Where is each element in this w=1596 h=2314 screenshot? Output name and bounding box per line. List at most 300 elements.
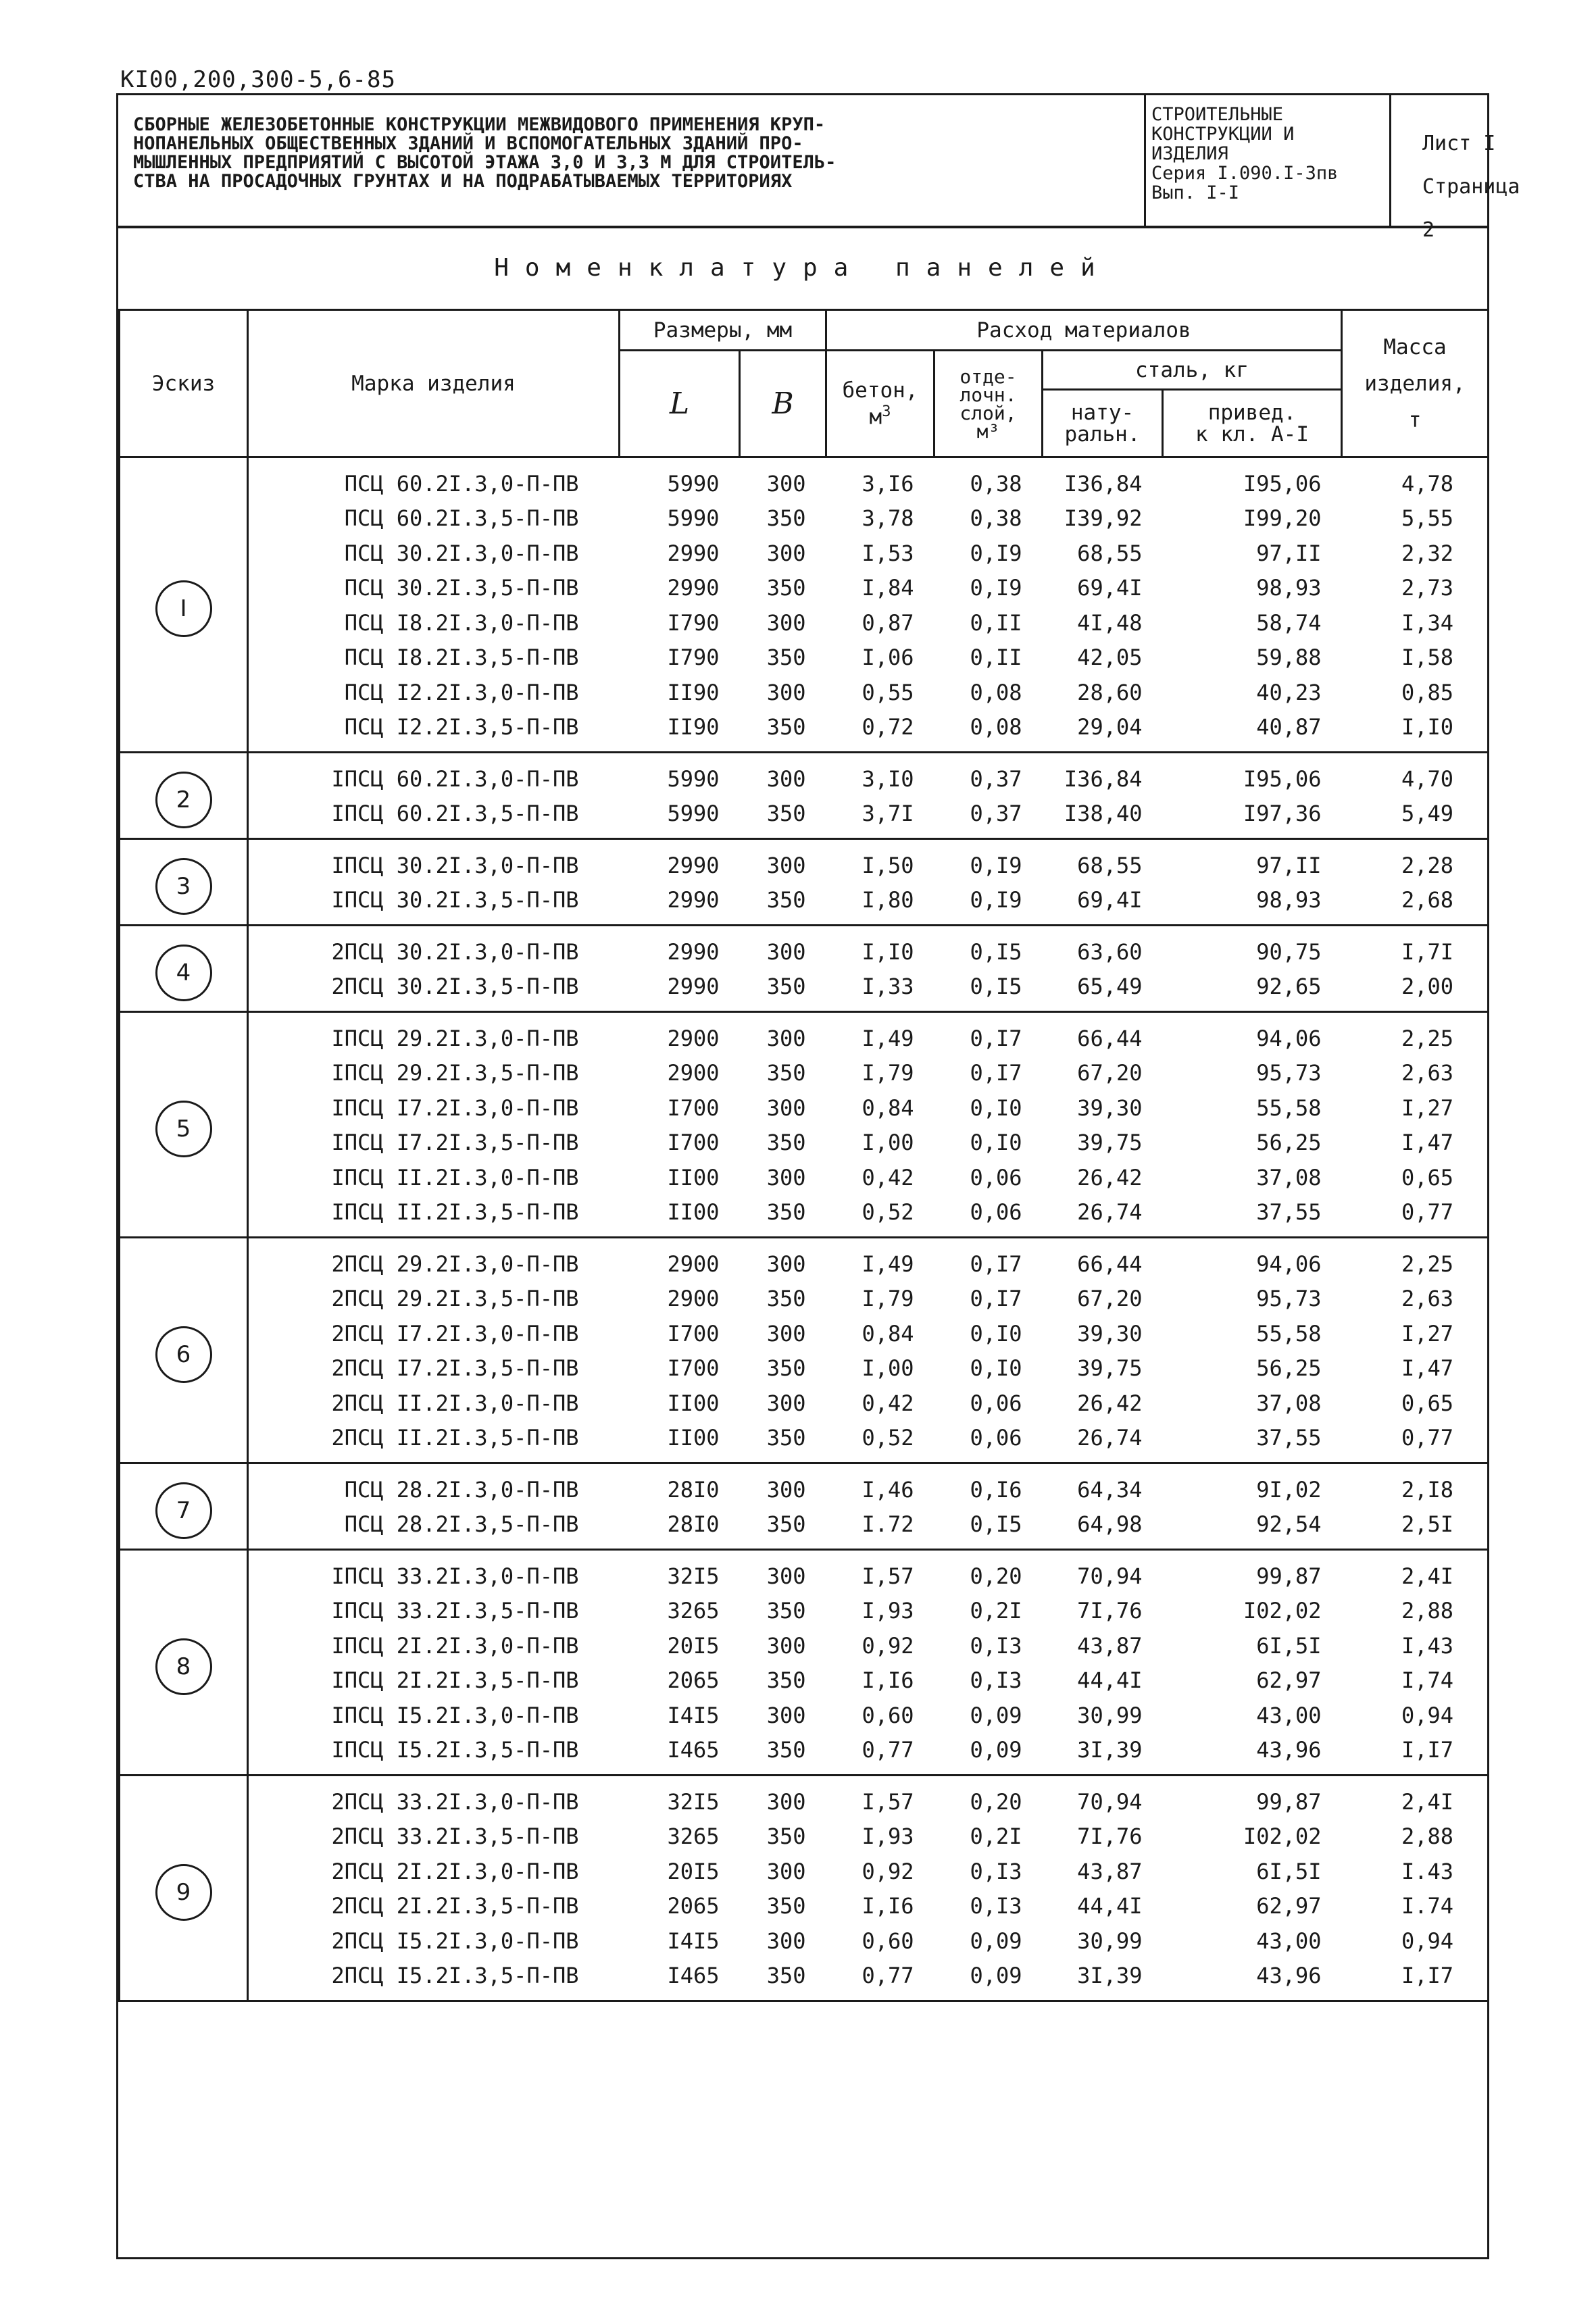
cell-width: 300 [766, 1390, 806, 1416]
cell-width: 350 [766, 1130, 806, 1156]
sketch-cell [120, 1550, 248, 1776]
sketch-cell [120, 926, 248, 1012]
cell-mass: 5,49 [1342, 797, 1489, 839]
cell-finish: 0,2I [970, 1598, 1022, 1624]
cell-steel-reduced: 40,23 [1256, 679, 1322, 705]
cell-concrete: 0,87 [862, 609, 914, 636]
cell-concrete: I,46 [862, 1476, 914, 1503]
table-row [120, 1889, 1489, 1924]
table-row [120, 1733, 1489, 1776]
cell-width: 300 [766, 938, 806, 965]
cell-concrete: 0,60 [862, 1928, 914, 1954]
cell-mark: 2ПСЦ 30.2I.3,0-П-ПВ [331, 938, 579, 965]
cell-mass: 2,I8 [1342, 1463, 1489, 1507]
table-row [120, 1550, 1489, 1594]
cell-width: 350 [766, 1425, 806, 1451]
cell-length: 2065 [667, 1667, 720, 1694]
sketch-number-badge: 2 [155, 772, 212, 828]
cell-width: 300 [766, 1858, 806, 1884]
sketch-cell [120, 1238, 248, 1463]
cell-concrete: I,50 [862, 852, 914, 878]
cell-concrete: I,I6 [862, 1667, 914, 1694]
cell-width: 300 [766, 1788, 806, 1815]
col-mass: Масса изделия, т [1342, 310, 1489, 457]
cell-steel-reduced: 37,55 [1256, 1199, 1322, 1226]
cell-length: 2990 [667, 575, 720, 601]
cell-length: 2990 [667, 887, 720, 913]
cell-mark: 2ПСЦ 29.2I.3,5-П-ПВ [331, 1286, 579, 1312]
cell-concrete: 0,84 [862, 1095, 914, 1121]
cell-concrete: I,00 [862, 1130, 914, 1156]
cell-steel-natural: 70,94 [1077, 1788, 1143, 1815]
cell-length: 2990 [667, 974, 720, 1000]
cell-mass: 2,28 [1342, 839, 1489, 883]
cell-finish: 0,I9 [970, 540, 1022, 566]
cell-steel-natural: 67,20 [1077, 1060, 1143, 1086]
cell-steel-reduced: 56,25 [1256, 1130, 1322, 1156]
cell-concrete: 0,92 [862, 1632, 914, 1659]
cell-mass: 2,00 [1342, 970, 1489, 1012]
cell-length: 5990 [667, 505, 720, 532]
cell-steel-natural: 7I,76 [1077, 1823, 1143, 1850]
cell-mass: I,74 [1342, 1663, 1489, 1699]
cell-length: I4I5 [667, 1928, 720, 1954]
table-row [120, 605, 1489, 640]
cell-length: 2990 [667, 852, 720, 878]
table-row [120, 1698, 1489, 1733]
cell-width: 300 [766, 852, 806, 878]
table-row [120, 1090, 1489, 1126]
cell-finish: 0,06 [970, 1390, 1022, 1416]
panel-group [120, 1238, 1489, 1463]
cell-width: 350 [766, 801, 806, 827]
cell-length: II00 [667, 1425, 720, 1451]
cell-steel-natural: 39,30 [1077, 1320, 1143, 1347]
cell-mass: 2,88 [1342, 1819, 1489, 1855]
table-row [120, 1594, 1489, 1629]
cell-mass: 4,78 [1342, 457, 1489, 501]
cell-width: 350 [766, 1963, 806, 1989]
cell-mark: IПСЦ II.2I.3,5-П-ПВ [331, 1199, 579, 1226]
cell-concrete: 0,60 [862, 1702, 914, 1728]
cell-finish: 0,I7 [970, 1286, 1022, 1312]
cell-concrete: 0,77 [862, 1963, 914, 1989]
cell-finish: 0,09 [970, 1928, 1022, 1954]
cell-width: 350 [766, 1511, 806, 1538]
cell-mark: 2ПСЦ 29.2I.3,0-П-ПВ [331, 1251, 579, 1277]
sketch-number-badge: 3 [155, 858, 212, 915]
table-row [120, 1195, 1489, 1238]
cell-steel-reduced: I02,02 [1243, 1823, 1322, 1850]
cell-width: 350 [766, 1823, 806, 1850]
cell-width: 350 [766, 1199, 806, 1226]
cell-finish: 0,I5 [970, 938, 1022, 965]
cell-width: 350 [766, 575, 806, 601]
cell-width: 350 [766, 1060, 806, 1086]
cell-steel-natural: 64,34 [1077, 1476, 1143, 1503]
cell-concrete: 0,72 [862, 714, 914, 740]
table-row [120, 1421, 1489, 1463]
col-concrete-label: бетон, м [842, 378, 918, 430]
cell-width: 300 [766, 470, 806, 497]
table-row [120, 1628, 1489, 1663]
sketch-cell [120, 839, 248, 926]
table-row [120, 1959, 1489, 2001]
table-row [120, 1386, 1489, 1421]
cell-mass: 2,4I [1342, 1776, 1489, 1819]
cell-mass: 2,68 [1342, 883, 1489, 926]
table-title: Номенклатура панелей [118, 228, 1487, 311]
cell-concrete: 0,42 [862, 1164, 914, 1190]
cell-mark: ПСЦ 30.2I.3,5-П-ПВ [344, 575, 579, 601]
cell-steel-natural: 26,42 [1077, 1164, 1143, 1190]
cell-width: 350 [766, 974, 806, 1000]
cell-mass: 2,32 [1342, 536, 1489, 571]
cell-mass: 2,73 [1342, 571, 1489, 606]
cell-mark: IПСЦ 33.2I.3,0-П-ПВ [331, 1563, 579, 1589]
cell-width: 300 [766, 1025, 806, 1051]
cell-steel-reduced: I99,20 [1243, 505, 1322, 532]
series-cell [1144, 95, 1391, 226]
cell-concrete: I,57 [862, 1563, 914, 1589]
cell-finish: 0,38 [970, 505, 1022, 532]
cell-mass: I,43 [1342, 1628, 1489, 1663]
cell-concrete: I,06 [862, 645, 914, 671]
cell-mass: 2,5I [1342, 1507, 1489, 1550]
cell-mark: IПСЦ 30.2I.3,0-П-ПВ [331, 852, 579, 878]
cell-width: 350 [766, 1667, 806, 1694]
table-row [120, 710, 1489, 753]
cell-steel-natural: 3I,39 [1077, 1737, 1143, 1763]
table-row [120, 1776, 1489, 1819]
cell-mark: ПСЦ I2.2I.3,5-П-ПВ [344, 714, 579, 740]
cell-steel-natural: 39,75 [1077, 1355, 1143, 1382]
cell-length: II90 [667, 714, 720, 740]
cell-mark: ПСЦ I8.2I.3,0-П-ПВ [344, 609, 579, 636]
cell-mark: IПСЦ 60.2I.3,0-П-ПВ [331, 765, 579, 792]
col-finish: отде- лочн. слой, м³ [934, 351, 1043, 457]
cell-steel-reduced: 6I,5I [1256, 1632, 1322, 1659]
table-row [120, 536, 1489, 571]
cell-length: II00 [667, 1199, 720, 1226]
cell-mark: IПСЦ 2I.2I.3,0-П-ПВ [331, 1632, 579, 1659]
cell-length: I465 [667, 1963, 720, 1989]
cell-steel-reduced: 92,65 [1256, 974, 1322, 1000]
cell-finish: 0,II [970, 609, 1022, 636]
cell-finish: 0,06 [970, 1199, 1022, 1226]
cell-concrete: I,57 [862, 1788, 914, 1815]
table-row [120, 501, 1489, 536]
cell-concrete: I,49 [862, 1251, 914, 1277]
cell-mark: IПСЦ II.2I.3,0-П-ПВ [331, 1164, 579, 1190]
table-row [120, 1282, 1489, 1317]
cell-finish: 0,38 [970, 470, 1022, 497]
cell-mass: I.43 [1342, 1854, 1489, 1889]
col-length: L [620, 351, 740, 457]
sketch-cell [120, 1776, 248, 2001]
cell-mass: I,I7 [1342, 1959, 1489, 2001]
cell-mark: ПСЦ 60.2I.3,0-П-ПВ [344, 470, 579, 497]
cell-finish: 0,I0 [970, 1095, 1022, 1121]
cell-finish: 0,06 [970, 1164, 1022, 1190]
series-info: СТРОИТЕЛЬНЫЕ КОНСТРУКЦИИ И ИЗДЕЛИЯ Серия I.090.I-3пв Вып. I-I [1151, 104, 1339, 203]
panel-group [120, 753, 1489, 839]
cell-length: 2990 [667, 938, 720, 965]
cell-length: 2900 [667, 1286, 720, 1312]
cell-mark: IПСЦ 33.2I.3,5-П-ПВ [331, 1598, 579, 1624]
cell-mass: 4,70 [1342, 753, 1489, 797]
cell-steel-reduced: 40,87 [1256, 714, 1322, 740]
col-steel-natural: нату- ральн. [1043, 390, 1163, 457]
cell-length: I790 [667, 645, 720, 671]
cell-width: 350 [766, 887, 806, 913]
cell-finish: 0,09 [970, 1737, 1022, 1763]
cell-mark: IПСЦ I7.2I.3,0-П-ПВ [331, 1095, 579, 1121]
cell-width: 300 [766, 1928, 806, 1954]
cell-mark: 2ПСЦ 33.2I.3,0-П-ПВ [331, 1788, 579, 1815]
cell-concrete: I,I6 [862, 1893, 914, 1919]
table-row [120, 1854, 1489, 1889]
cell-steel-reduced: 55,58 [1256, 1095, 1322, 1121]
cell-finish: 0,I7 [970, 1060, 1022, 1086]
col-mark: Марка изделия [248, 310, 620, 457]
cell-concrete: 0,84 [862, 1320, 914, 1347]
cell-concrete: I,80 [862, 887, 914, 913]
cell-steel-natural: 28,60 [1077, 679, 1143, 705]
cell-width: 350 [766, 1598, 806, 1624]
cell-finish: 0,I5 [970, 974, 1022, 1000]
cell-steel-reduced: I95,06 [1243, 470, 1322, 497]
table-row [120, 1463, 1489, 1507]
cell-concrete: 0,52 [862, 1199, 914, 1226]
cell-length: I700 [667, 1320, 720, 1347]
cell-width: 300 [766, 1702, 806, 1728]
cell-steel-reduced: 6I,5I [1256, 1858, 1322, 1884]
cell-mass: 0,94 [1342, 1923, 1489, 1959]
cell-mass: I,58 [1342, 640, 1489, 676]
table-row [120, 457, 1489, 501]
sketch-number-badge: 5 [155, 1101, 212, 1157]
cell-steel-reduced: 94,06 [1256, 1251, 1322, 1277]
cell-mass: 2,25 [1342, 1012, 1489, 1056]
cell-width: 300 [766, 1320, 806, 1347]
table-row [120, 1160, 1489, 1195]
cell-mass: I,7I [1342, 926, 1489, 970]
table-row [120, 1819, 1489, 1855]
cell-length: I790 [667, 609, 720, 636]
cell-mass: I,27 [1342, 1090, 1489, 1126]
cell-concrete: I,79 [862, 1286, 914, 1312]
cell-width: 350 [766, 1737, 806, 1763]
cell-concrete: I,93 [862, 1598, 914, 1624]
cell-concrete: 3,7I [862, 801, 914, 827]
cell-mark: IПСЦ 60.2I.3,5-П-ПВ [331, 801, 579, 827]
cell-width: 300 [766, 765, 806, 792]
cell-steel-reduced: 98,93 [1256, 887, 1322, 913]
cell-steel-reduced: 94,06 [1256, 1025, 1322, 1051]
cell-steel-reduced: I95,06 [1243, 765, 1322, 792]
cell-mark: IПСЦ I5.2I.3,0-П-ПВ [331, 1702, 579, 1728]
cell-concrete: 3,I0 [862, 765, 914, 792]
cell-steel-reduced: 98,93 [1256, 575, 1322, 601]
cell-steel-natural: 26,74 [1077, 1199, 1143, 1226]
cell-finish: 0,I9 [970, 852, 1022, 878]
cell-steel-natural: 44,4I [1077, 1893, 1143, 1919]
cell-finish: 0,I3 [970, 1893, 1022, 1919]
cell-length: 32I5 [667, 1563, 720, 1589]
cell-finish: 0,08 [970, 714, 1022, 740]
table-row [120, 571, 1489, 606]
cell-finish: 0,I3 [970, 1632, 1022, 1659]
cell-steel-natural: I38,40 [1064, 801, 1143, 827]
cell-steel-reduced: 97,II [1256, 540, 1322, 566]
panel-group [120, 839, 1489, 926]
cell-steel-natural: 43,87 [1077, 1858, 1143, 1884]
cell-steel-reduced: 37,08 [1256, 1164, 1322, 1190]
cell-width: 300 [766, 679, 806, 705]
table-row [120, 640, 1489, 676]
cell-length: 28I0 [667, 1511, 720, 1538]
cell-length: 28I0 [667, 1476, 720, 1503]
cell-mark: 2ПСЦ I7.2I.3,5-П-ПВ [331, 1355, 579, 1382]
cell-steel-natural: 66,44 [1077, 1251, 1143, 1277]
nomenclature-table [118, 309, 1489, 2002]
cell-width: 350 [766, 1286, 806, 1312]
table-row [120, 970, 1489, 1012]
cell-mark: ПСЦ I2.2I.3,0-П-ПВ [344, 679, 579, 705]
cell-mark: IПСЦ 29.2I.3,5-П-ПВ [331, 1060, 579, 1086]
table-row [120, 1238, 1489, 1282]
cell-steel-natural: I39,92 [1064, 505, 1143, 532]
cell-concrete: I,93 [862, 1823, 914, 1850]
cell-mass: I,47 [1342, 1351, 1489, 1386]
cell-finish: 0,37 [970, 765, 1022, 792]
cell-steel-natural: 63,60 [1077, 938, 1143, 965]
panel-group [120, 457, 1489, 753]
cell-steel-reduced: 62,97 [1256, 1893, 1322, 1919]
cell-mark: ПСЦ I8.2I.3,5-П-ПВ [344, 645, 579, 671]
sheet-number: Лист I [1422, 132, 1496, 155]
cell-mass: 0,65 [1342, 1386, 1489, 1421]
cell-finish: 0,I9 [970, 887, 1022, 913]
cell-mass: I,I7 [1342, 1733, 1489, 1776]
cell-steel-reduced: 99,87 [1256, 1563, 1322, 1589]
cell-steel-natural: 4I,48 [1077, 609, 1143, 636]
cell-mark: 2ПСЦ I5.2I.3,5-П-ПВ [331, 1963, 579, 1989]
cell-concrete: 3,78 [862, 505, 914, 532]
cell-mass: 2,25 [1342, 1238, 1489, 1282]
cell-length: 32I5 [667, 1788, 720, 1815]
cell-steel-reduced: 62,97 [1256, 1667, 1322, 1694]
cell-steel-natural: 39,75 [1077, 1130, 1143, 1156]
cell-concrete: 0,55 [862, 679, 914, 705]
cell-steel-reduced: 97,II [1256, 852, 1322, 878]
cell-length: I700 [667, 1355, 720, 1382]
cell-finish: 0,06 [970, 1425, 1022, 1451]
table-row [120, 1056, 1489, 1091]
cell-mass: 2,4I [1342, 1550, 1489, 1594]
cell-length: II00 [667, 1164, 720, 1190]
cell-mark: IПСЦ I5.2I.3,5-П-ПВ [331, 1737, 579, 1763]
table-row [120, 1012, 1489, 1056]
cell-concrete: 3,I6 [862, 470, 914, 497]
cell-finish: 0,2I [970, 1823, 1022, 1850]
col-steel: сталь, кг [1043, 351, 1342, 390]
table-row [120, 883, 1489, 926]
cell-finish: 0,II [970, 645, 1022, 671]
cell-finish: 0,I0 [970, 1130, 1022, 1156]
cell-steel-natural: 67,20 [1077, 1286, 1143, 1312]
cell-concrete: 0,92 [862, 1858, 914, 1884]
cell-width: 300 [766, 609, 806, 636]
col-steel-reduced: привед. к кл. А-I [1163, 390, 1342, 457]
cell-length: 20I5 [667, 1632, 720, 1659]
cell-mass: 0,85 [1342, 675, 1489, 710]
cell-steel-natural: 39,30 [1077, 1095, 1143, 1121]
sketch-cell [120, 753, 248, 839]
cell-length: I700 [667, 1095, 720, 1121]
cell-steel-natural: 29,04 [1077, 714, 1143, 740]
cell-mark: 2ПСЦ I7.2I.3,0-П-ПВ [331, 1320, 579, 1347]
cell-finish: 0,I6 [970, 1476, 1022, 1503]
cell-finish: 0,09 [970, 1963, 1022, 1989]
cell-steel-natural: 64,98 [1077, 1511, 1143, 1538]
cell-mark: IПСЦ 29.2I.3,0-П-ПВ [331, 1025, 579, 1051]
title-block [116, 93, 1520, 242]
cell-mass: I,27 [1342, 1316, 1489, 1351]
col-concrete-sup: 3 [882, 403, 891, 420]
cell-length: I4I5 [667, 1702, 720, 1728]
cell-concrete: 0,42 [862, 1390, 914, 1416]
cell-width: 300 [766, 1251, 806, 1277]
table-row [120, 753, 1489, 797]
cell-steel-natural: 44,4I [1077, 1667, 1143, 1694]
cell-width: 350 [766, 714, 806, 740]
cell-steel-natural: 30,99 [1077, 1702, 1143, 1728]
cell-mark: 2ПСЦ II.2I.3,5-П-ПВ [331, 1425, 579, 1451]
cell-mass: 0,65 [1342, 1160, 1489, 1195]
cell-mark: 2ПСЦ 33.2I.3,5-П-ПВ [331, 1823, 579, 1850]
cell-mark: ПСЦ 28.2I.3,5-П-ПВ [344, 1511, 579, 1538]
cell-mark: ПСЦ 30.2I.3,0-П-ПВ [344, 540, 579, 566]
cell-mark: ПСЦ 60.2I.3,5-П-ПВ [344, 505, 579, 532]
cell-length: 5990 [667, 801, 720, 827]
cell-width: 350 [766, 505, 806, 532]
cell-steel-reduced: 58,74 [1256, 609, 1322, 636]
table-row [120, 1316, 1489, 1351]
cell-length: 3265 [667, 1823, 720, 1850]
cell-length: 5990 [667, 470, 720, 497]
cell-finish: 0,I3 [970, 1667, 1022, 1694]
cell-steel-natural: 68,55 [1077, 540, 1143, 566]
cell-mass: 2,63 [1342, 1282, 1489, 1317]
cell-mark: IПСЦ 30.2I.3,5-П-ПВ [331, 887, 579, 913]
cell-steel-reduced: I97,36 [1243, 801, 1322, 827]
sketch-number-badge: 4 [155, 945, 212, 1001]
table-row [120, 1507, 1489, 1550]
cell-steel-reduced: 43,96 [1256, 1963, 1322, 1989]
cell-length: 20I5 [667, 1858, 720, 1884]
cell-mass: 2,63 [1342, 1056, 1489, 1091]
cell-steel-natural: 26,74 [1077, 1425, 1143, 1451]
cell-steel-reduced: 43,00 [1256, 1702, 1322, 1728]
cell-finish: 0,37 [970, 801, 1022, 827]
cell-width: 350 [766, 1893, 806, 1919]
cell-length: 2900 [667, 1025, 720, 1051]
cell-mass: I,34 [1342, 605, 1489, 640]
sketch-number-badge: 6 [155, 1326, 212, 1383]
cell-width: 300 [766, 1563, 806, 1589]
